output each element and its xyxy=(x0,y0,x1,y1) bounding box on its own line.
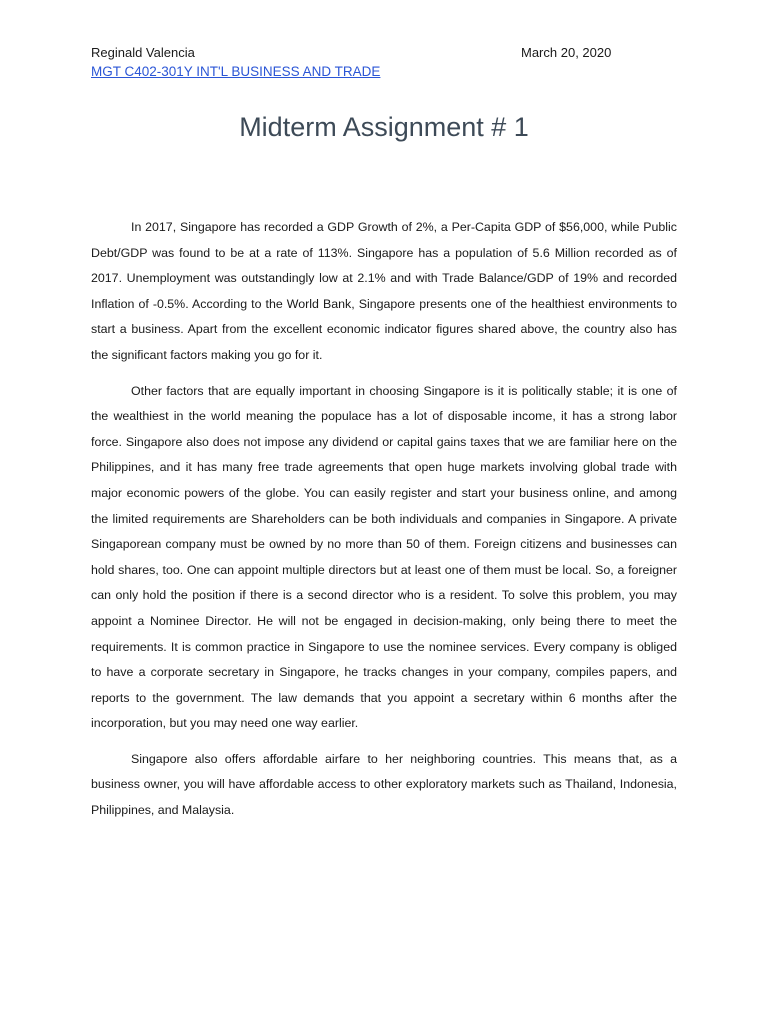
paragraph: Singapore also offers affordable airfare to her neighboring countries. This means that, as a business owner, you will have affordable access to other exploratory markets such as Thailand, Indonesia, Philippines, and Malaysia. xyxy=(91,751,677,818)
page-title: Midterm Assignment # 1 xyxy=(239,112,529,142)
course-link[interactable]: MGT C402-301Y INT'L BUSINESS AND TRADE xyxy=(91,64,381,79)
document-date: March 20, 2020 xyxy=(521,45,612,60)
paragraph: Other factors that are equally important in choosing Singapore is it is politically stable; it is one of the wealthiest in the world meaning the populace has a lot of disposable income, it has a strong labor force. Singapore also does not impose any dividend or capital gains taxes that we are familiar here on the Philippines, and it has many free trade agreements that open huge markets involving global trade with major economic powers of the globe. You can easily register and start your business online, and among the limited requirements are Shareholders can be both individuals and companies in Singapore. A private Singaporean company must be owned by no more than 50 of them. Foreign citizens and businesses can hold shares, too. One can appoint multiple directors but at least one of them must be local. So, a foreigner can only hold the position if there is a second director who is a resident. To solve this problem, you may appoint a Nominee Director. He will not be engaged in decision-making, only being there to meet the requirements. It is common practice in Singapore to use the nominee services. Every company is obliged to have a corporate secretary in Singapore, he tracks changes in your company, compiles papers, and reports to the government. The law demands that you appoint a secretary within 6 months after the incorporation, but you may need one way earlier. xyxy=(91,383,677,731)
paragraph: In 2017, Singapore has recorded a GDP Growth of 2%, a Per-Capita GDP of $56,000, while Public Debt/GDP was found to be at a rate of 113%. Singapore has a population of 5.6 Million recorded as of 2017. Unemployment was outstandingly low at 2.1% and with Trade Balance/GDP of 19% and recorded Inflation of -0.5%. According to the World Bank, Singapore presents one of the healthiest environments to start a business. Apart from the excellent economic indicator figures shared above, the country also has the significant factors making you go for it. xyxy=(91,220,677,362)
document-body xyxy=(91,215,677,834)
author-name: Reginald Valencia xyxy=(91,45,195,60)
